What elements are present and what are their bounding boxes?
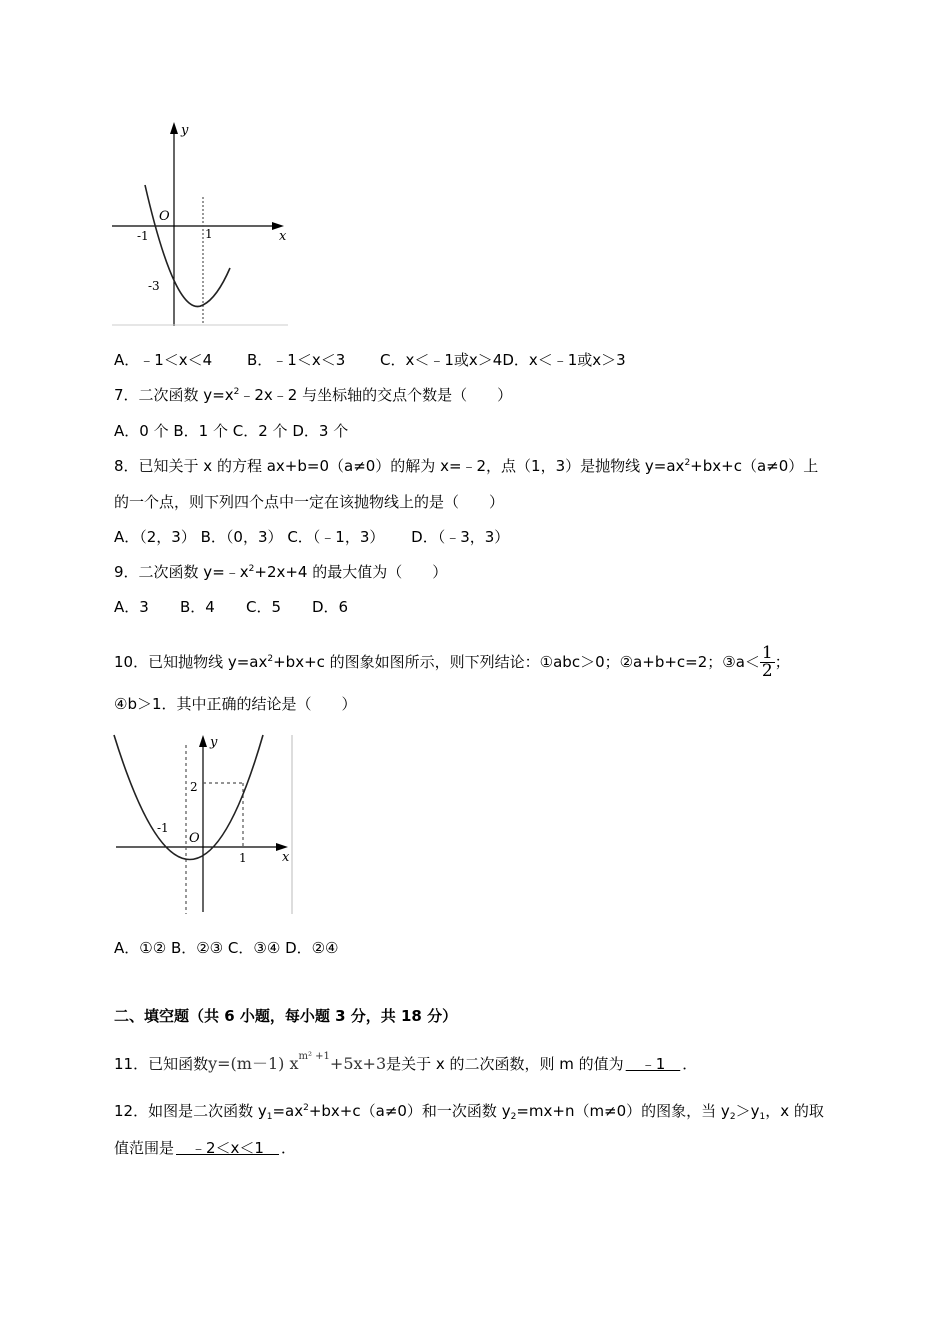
fig2-y-label: y [210,735,218,750]
q10-option-d: D．②④ [285,939,339,957]
fig2-tick-neg1: -1 [157,821,169,835]
question-10-line-2: ④b＞1．其中正确的结论是（ ） [114,695,357,713]
fig1-x-label: x [279,229,287,244]
question-8-line-1: 8．已知关于 x 的方程 ax+b=0（a≠0）的解为 x=﹣2，点（1，3）是抛物线 $y=ax^2+bx+c(a\ne 0)$上 [114,457,819,475]
fig2-x-label: x [282,850,290,865]
q8-option-c: C．（﹣1，3） [287,528,385,546]
q9-option-c: C．5 [246,598,282,616]
q8-option-d: D．（﹣3，3） [411,528,510,546]
fig1-y-arrow [170,122,178,134]
fig1-tick-neg1: -1 [137,229,149,243]
q6-option-b: B．﹣1＜x＜3 [247,351,346,369]
q11-answer: ﹣1 [625,1055,681,1073]
q9-option-d: D．6 [312,598,349,616]
fig1-y-label: y [181,123,189,138]
fig1-tick-1: 1 [205,227,213,241]
q12-answer: ﹣2＜x＜1 [176,1139,279,1157]
fig2-origin-label: O [189,831,200,846]
q7-option-b: B．1 个 [173,422,228,440]
fraction-one-half: $\frac{1}{2}$ [761,643,773,681]
fig1-tick-neg3: -3 [148,279,160,293]
fig1-origin-label: O [159,209,170,224]
question-8-line-2: 的一个点，则下列四个点中一定在该抛物线上的是（ ） [114,493,505,511]
q7-options [114,421,348,441]
q8-option-a: A．（2，3） [114,528,196,546]
q9-option-a: A．3 [114,598,149,616]
q8-option-b: B．（0，3） [200,528,283,546]
q11-formula: y=(m－1) $x^{m^2 +1}+5x+3$ [208,1051,387,1073]
q9-options [114,597,348,617]
question-11: 11．已知函数y=(m－1) $x^{m^2 +1}+5x+3$是关于 x 的二次函数，则 m 的值为 ﹣1 ． [114,1051,698,1073]
q7-option-d: D．3 个 [292,422,349,440]
question-12-line-1: 12．如图是二次函数 $y_1=ax^2+bx+c(a\ne 0)$和一次函数 $y_2=mx+n(m\ne 0)$的图象，当 $y_2>y_1$，x 的取 [114,1102,824,1122]
q10-option-c: C．③④ [227,939,281,957]
q6-option-c: C．x＜﹣1或x＞4 [380,351,503,369]
fig2-y-arrow [199,735,207,747]
q8-options [114,527,509,547]
q7-option-c: C．2 个 [232,422,288,440]
section-2-title: 二、填空题（共 6 小题，每小题 3 分，共 18 分） [114,1007,458,1025]
fig2-tick-1: 1 [239,851,247,865]
q10-options [114,938,339,958]
q6-option-a: A．﹣1＜x＜4 [114,351,213,369]
question-10-line-1: 10．已知抛物线 $y=ax^2+bx+c$ 的图象如图所示，则下列结论：①abc＞0；②a+b+c=2；③a＜ $\frac{1}{2}$ ； [114,643,790,681]
question-12-line-2: 值范围是 ﹣2＜x＜1 ． [114,1139,296,1157]
q10-option-a: A．①② [114,939,167,957]
q6-option-d: D．x＜﹣1或x＞3 [502,351,626,369]
figure-1-parabola-graph [108,118,293,330]
q7-option-a: A．0 个 [114,422,169,440]
q10-option-b: B．②③ [170,939,224,957]
q6-options [114,350,626,370]
question-7: 7．二次函数 $y=x^2﹣2x﹣2$ 与坐标轴的交点个数是（ ） [114,386,513,404]
figure-2-parabola-graph [108,730,298,918]
fig2-tick-2: 2 [190,780,198,794]
question-9: 9．二次函数 $y=﹣x^2+2x+4$ 的最大值为（ ） [114,563,448,581]
q9-option-b: B．4 [180,598,215,616]
